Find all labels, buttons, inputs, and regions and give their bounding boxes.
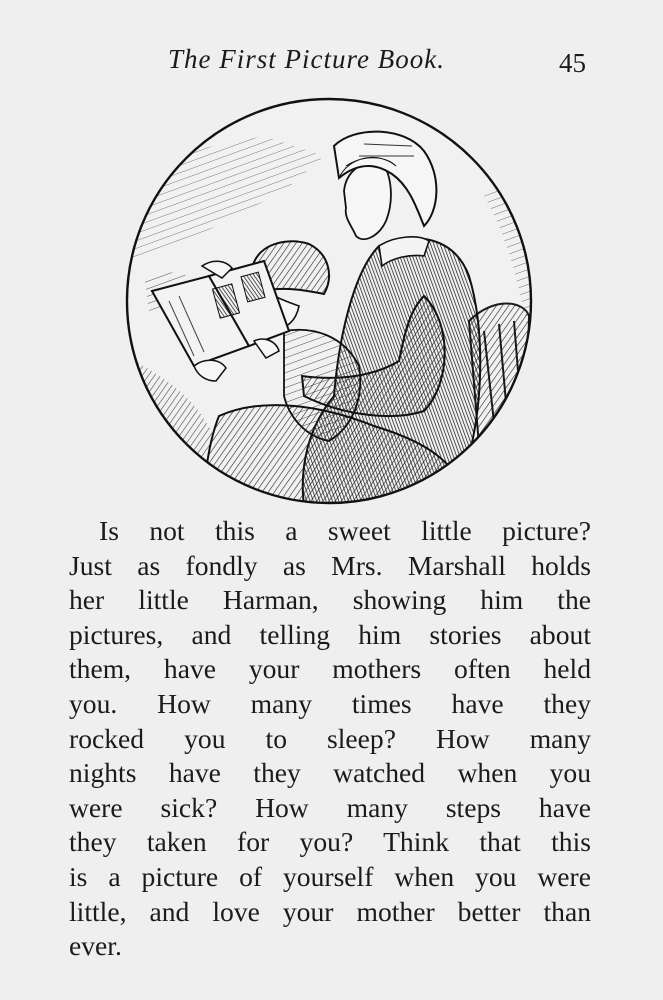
text-line: little, and love your mother better than <box>69 895 591 927</box>
text-line: you. How many times have they <box>69 687 591 719</box>
text-line: were sick? How many steps have <box>69 791 591 823</box>
page-number: 45 <box>559 48 586 78</box>
body-paragraph <box>69 514 591 964</box>
mother-and-child-engraving-icon <box>124 96 534 506</box>
running-head <box>0 44 663 84</box>
text-line: Is not this a sweet little picture? <box>99 515 591 546</box>
text-line: her little Harman, showing him the <box>69 584 591 616</box>
text-line: they taken for you? Think that this <box>69 826 591 858</box>
text-line: nights have they watched when you <box>69 757 591 789</box>
text-line: rocked you to sleep? How many <box>69 722 591 754</box>
text-line: is a picture of yourself when you were <box>69 860 591 892</box>
running-title: The First Picture Book. <box>168 44 445 74</box>
text-line: ever. <box>69 930 122 962</box>
text-line: them, have your mothers often held <box>69 653 591 685</box>
text-line: Just as fondly as Mrs. Marshall holds <box>69 549 591 581</box>
text-line: pictures, and telling him stories about <box>69 618 591 650</box>
